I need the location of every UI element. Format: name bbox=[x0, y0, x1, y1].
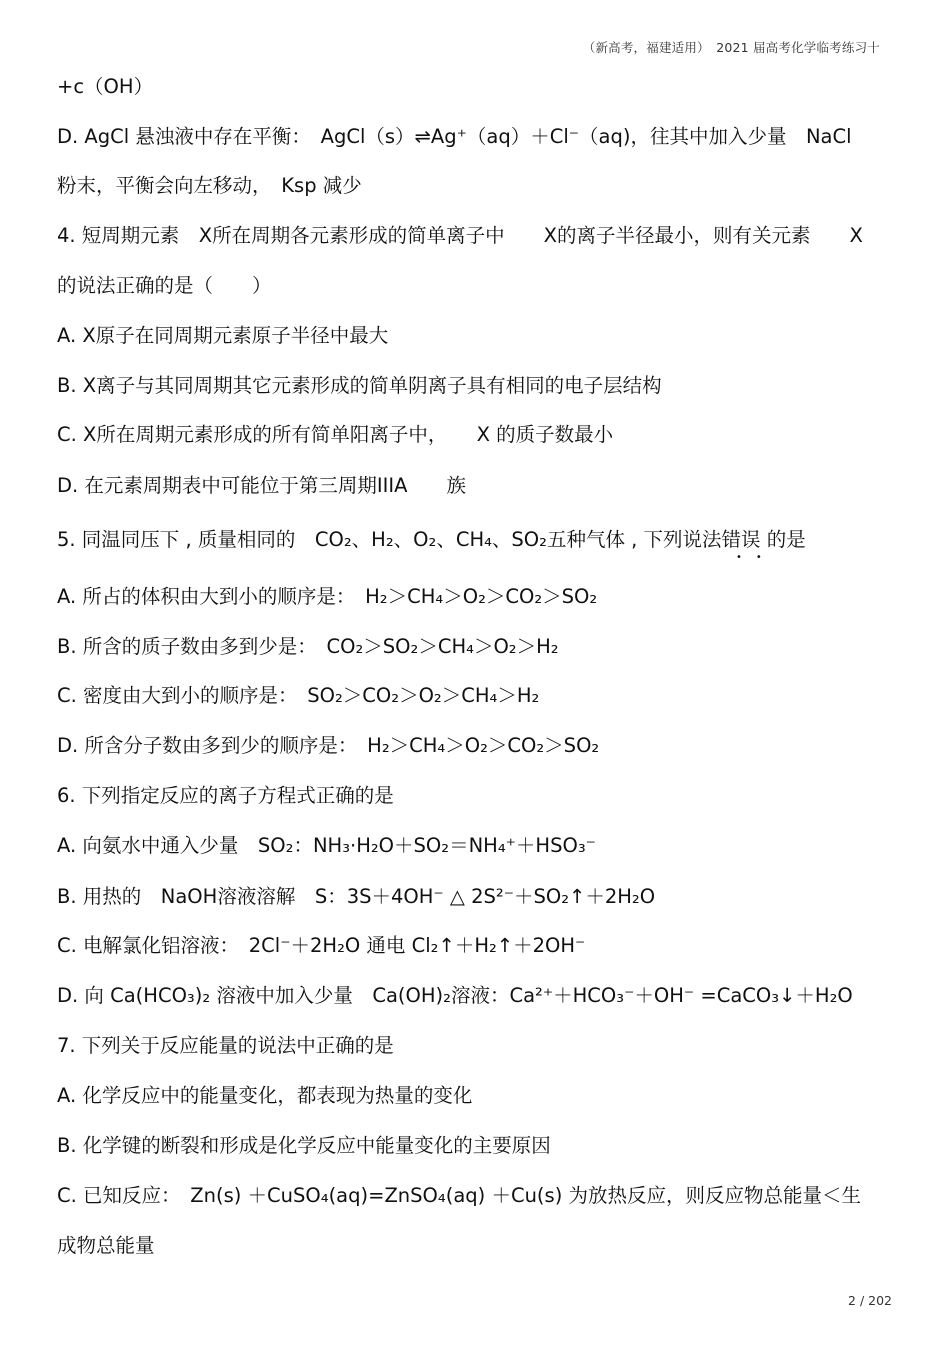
option-7a: A. 化学反应中的能量变化，都表现为热量的变化 bbox=[57, 1084, 473, 1107]
page-header: （新高考，福建适用） 2021 届高考化学临考练习十 bbox=[582, 40, 880, 55]
option-5d: D. 所含分子数由多到少的顺序是： H₂＞CH₄＞O₂＞CO₂＞SO₂ bbox=[57, 734, 600, 757]
text-line: D. AgCl 悬浊液中存在平衡： AgCl（s）⇌Ag⁺（aq）＋Cl⁻（aq)，往其中加入少量 NaCl bbox=[57, 125, 852, 148]
option-6c: C. 电解氯化铝溶液： 2Cl⁻＋2H₂O 通电 Cl₂↑＋H₂↑＋2OH⁻ bbox=[57, 934, 586, 957]
option-6a: A. 向氨水中通入少量 SO₂：NH₃·H₂O＋SO₂＝NH₄⁺＋HSO₃⁻ bbox=[57, 834, 596, 857]
page-number: 2 / 202 bbox=[848, 1293, 892, 1308]
option-4b: B. X离子与其同周期其它元素形成的简单阴离子具有相同的电子层结构 bbox=[57, 374, 662, 397]
emphasis-dots: •• bbox=[736, 552, 776, 563]
question-7: 7. 下列关于反应能量的说法中正确的是 bbox=[57, 1034, 394, 1057]
question-5: 5. 同温同压下 , 质量相同的 CO₂、H₂、O₂、CH₄、SO₂五种气体 , 下列说法错误 的是 bbox=[57, 528, 806, 551]
option-5c: C. 密度由大到小的顺序是： SO₂＞CO₂＞O₂＞CH₄＞H₂ bbox=[57, 684, 540, 707]
text-line: 成物总能量 bbox=[57, 1234, 155, 1257]
option-7b: B. 化学键的断裂和形成是化学反应中能量变化的主要原因 bbox=[57, 1134, 551, 1157]
text-line: +c（OH） bbox=[57, 75, 154, 98]
text-line: 粉末，平衡会向左移动， Ksp 减少 bbox=[57, 174, 362, 197]
text-line: 的说法正确的是（ ） bbox=[57, 274, 272, 297]
option-5b: B. 所含的质子数由多到少是： CO₂＞SO₂＞CH₄＞O₂＞H₂ bbox=[57, 635, 559, 658]
option-6d: D. 向 Ca(HCO₃)₂ 溶液中加入少量 Ca(OH)₂溶液：Ca²⁺＋HCO₃⁻＋OH⁻ =CaCO₃↓＋H₂O bbox=[57, 984, 853, 1007]
question-6: 6. 下列指定反应的离子方程式正确的是 bbox=[57, 784, 394, 807]
option-4d: D. 在元素周期表中可能位于第三周期IIIA 族 bbox=[57, 474, 467, 497]
question-4: 4. 短周期元素 X所在周期各元素形成的简单离子中 X的离子半径最小，则有关元素 X bbox=[57, 224, 863, 247]
option-5a: A. 所占的体积由大到小的顺序是： H₂＞CH₄＞O₂＞CO₂＞SO₂ bbox=[57, 585, 598, 608]
option-6b: B. 用热的 NaOH溶液溶解 S：3S＋4OH⁻ △ 2S²⁻＋SO₂↑＋2H₂O bbox=[57, 885, 656, 908]
option-4a: A. X原子在同周期元素原子半径中最大 bbox=[57, 324, 389, 347]
option-7c: C. 已知反应： Zn(s) ＋CuSO₄(aq)=ZnSO₄(aq) ＋Cu(s) 为放热反应，则反应物总能量＜生 bbox=[57, 1184, 862, 1207]
option-4c: C. X所在周期元素形成的所有简单阳离子中， X 的质子数最小 bbox=[57, 423, 614, 446]
